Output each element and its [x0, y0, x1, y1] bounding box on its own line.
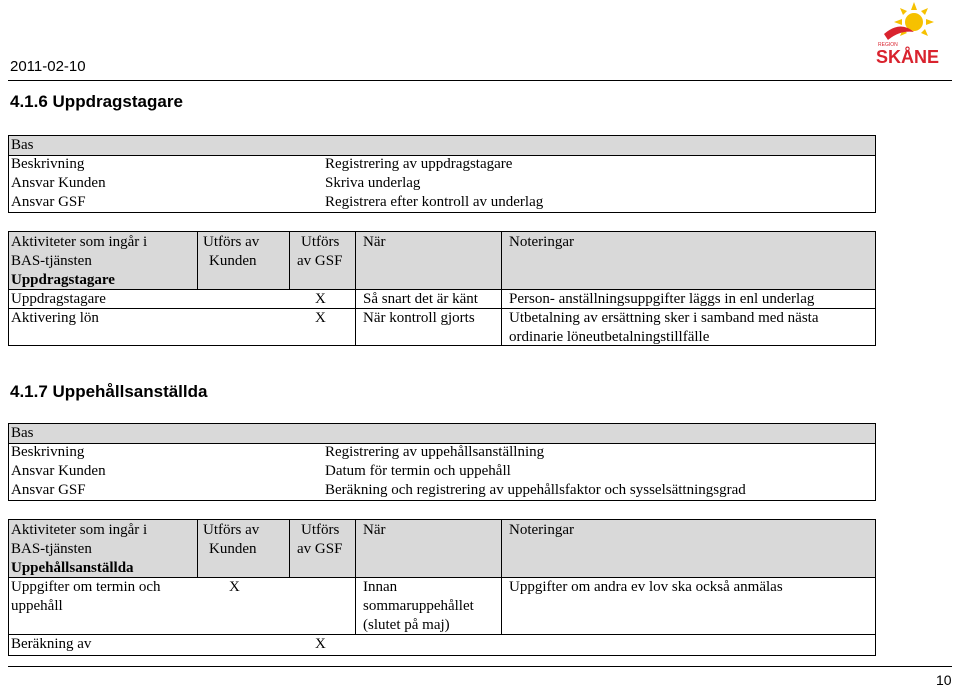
activity-cell: Uppdragstagare [11, 291, 106, 307]
col-header-kunden: Utförs av [203, 234, 260, 250]
bas-label: Ansvar Kunden [11, 463, 106, 479]
col-header-activity: Aktiviteter som ingår i [11, 522, 148, 538]
bas-table-uppdragstagare [8, 135, 876, 213]
activities-group-label: Uppdragstagare [11, 272, 115, 288]
col-header-noteringar: Noteringar [509, 522, 574, 538]
document-date: 2011-02-10 [10, 58, 86, 75]
nar-cell: När kontroll gjorts [363, 310, 475, 326]
activity-cell: uppehåll [11, 598, 63, 614]
col-header-noteringar: Noteringar [509, 234, 574, 250]
col-divider [355, 289, 356, 346]
nar-cell: Så snart det är känt [363, 291, 478, 307]
col-divider [501, 232, 502, 290]
page-number: 10 [936, 672, 952, 688]
bas-label: Beskrivning [11, 156, 85, 172]
nar-cell: (slutet på maj) [363, 617, 450, 633]
col-divider [289, 520, 290, 578]
sun-logo-icon [870, 0, 950, 70]
nar-cell: Innan [363, 579, 398, 595]
col-divider [501, 289, 502, 346]
bas-value: Registrering av uppehållsanställning [325, 444, 545, 460]
col-divider [355, 577, 356, 634]
col-divider [197, 520, 198, 578]
col-header-nar: När [363, 234, 386, 250]
bas-value: Beräkning och registrering av uppehållsfaktor och sysselsättningsgrad [325, 482, 746, 498]
bas-value: Registrera efter kontroll av underlag [325, 194, 544, 210]
region-skane-logo [870, 0, 950, 70]
notering-cell: Person- anställningsuppgifter läggs in enl underlag [509, 291, 815, 307]
col-header-activity: BAS-tjänsten [11, 253, 92, 269]
notering-cell: Uppgifter om andra ev lov ska också anmälas [509, 579, 783, 595]
bas-title: Bas [11, 137, 34, 153]
section-heading-uppdragstagare: 4.1.6 Uppdragstagare [10, 92, 183, 111]
gsf-cell: X [315, 310, 326, 326]
bas-label: Ansvar Kunden [11, 175, 106, 191]
bas-label: Ansvar GSF [11, 482, 86, 498]
logo-name-text: SKÅNE [876, 47, 940, 67]
bas-header-bg [9, 136, 875, 156]
header-rule [8, 80, 952, 81]
bas-table-uppehallsanstallda [8, 423, 876, 501]
bas-label: Beskrivning [11, 444, 85, 460]
bas-value: Skriva underlag [325, 175, 421, 191]
col-divider [197, 232, 198, 290]
col-header-gsf: Utförs [301, 234, 340, 250]
activities-table-uppehallsanstallda [8, 519, 876, 656]
col-divider [501, 520, 502, 578]
col-header-kunden: Kunden [209, 541, 257, 557]
col-divider [355, 232, 356, 290]
bas-title: Bas [11, 425, 34, 441]
col-header-nar: När [363, 522, 386, 538]
col-header-kunden: Utförs av [203, 522, 260, 538]
activity-cell: Aktivering lön [11, 310, 99, 326]
col-header-activity: BAS-tjänsten [11, 541, 92, 557]
gsf-cell: X [315, 291, 326, 307]
col-header-gsf: av GSF [297, 541, 343, 557]
kunden-cell: X [229, 579, 240, 595]
col-divider [501, 577, 502, 634]
nar-cell: sommaruppehållet [363, 598, 474, 614]
col-header-activity: Aktiviteter som ingår i [11, 234, 148, 250]
col-divider [355, 520, 356, 578]
bas-header-bg [9, 424, 875, 444]
col-divider [289, 232, 290, 290]
logo-region-text: REGION [878, 42, 898, 48]
notering-cell: Utbetalning av ersättning sker i samband med nästa [509, 310, 819, 326]
activities-group-label: Uppehållsanställda [11, 560, 134, 576]
activities-table-uppdragstagare [8, 231, 876, 346]
section-heading-uppehallsanstallda: 4.1.7 Uppehållsanställda [10, 382, 208, 401]
notering-cell: ordinarie löneutbetalningstillfälle [509, 329, 710, 345]
bas-value: Registrering av uppdragstagare [325, 156, 513, 172]
bas-label: Ansvar GSF [11, 194, 86, 210]
bas-value: Datum för termin och uppehåll [325, 463, 511, 479]
col-header-kunden: Kunden [209, 253, 257, 269]
activity-cell: Beräkning av [11, 636, 92, 652]
gsf-cell: X [315, 636, 326, 652]
col-header-gsf: av GSF [297, 253, 343, 269]
activity-cell: Uppgifter om termin och [11, 579, 161, 595]
footer-rule [8, 666, 952, 667]
col-header-gsf: Utförs [301, 522, 340, 538]
